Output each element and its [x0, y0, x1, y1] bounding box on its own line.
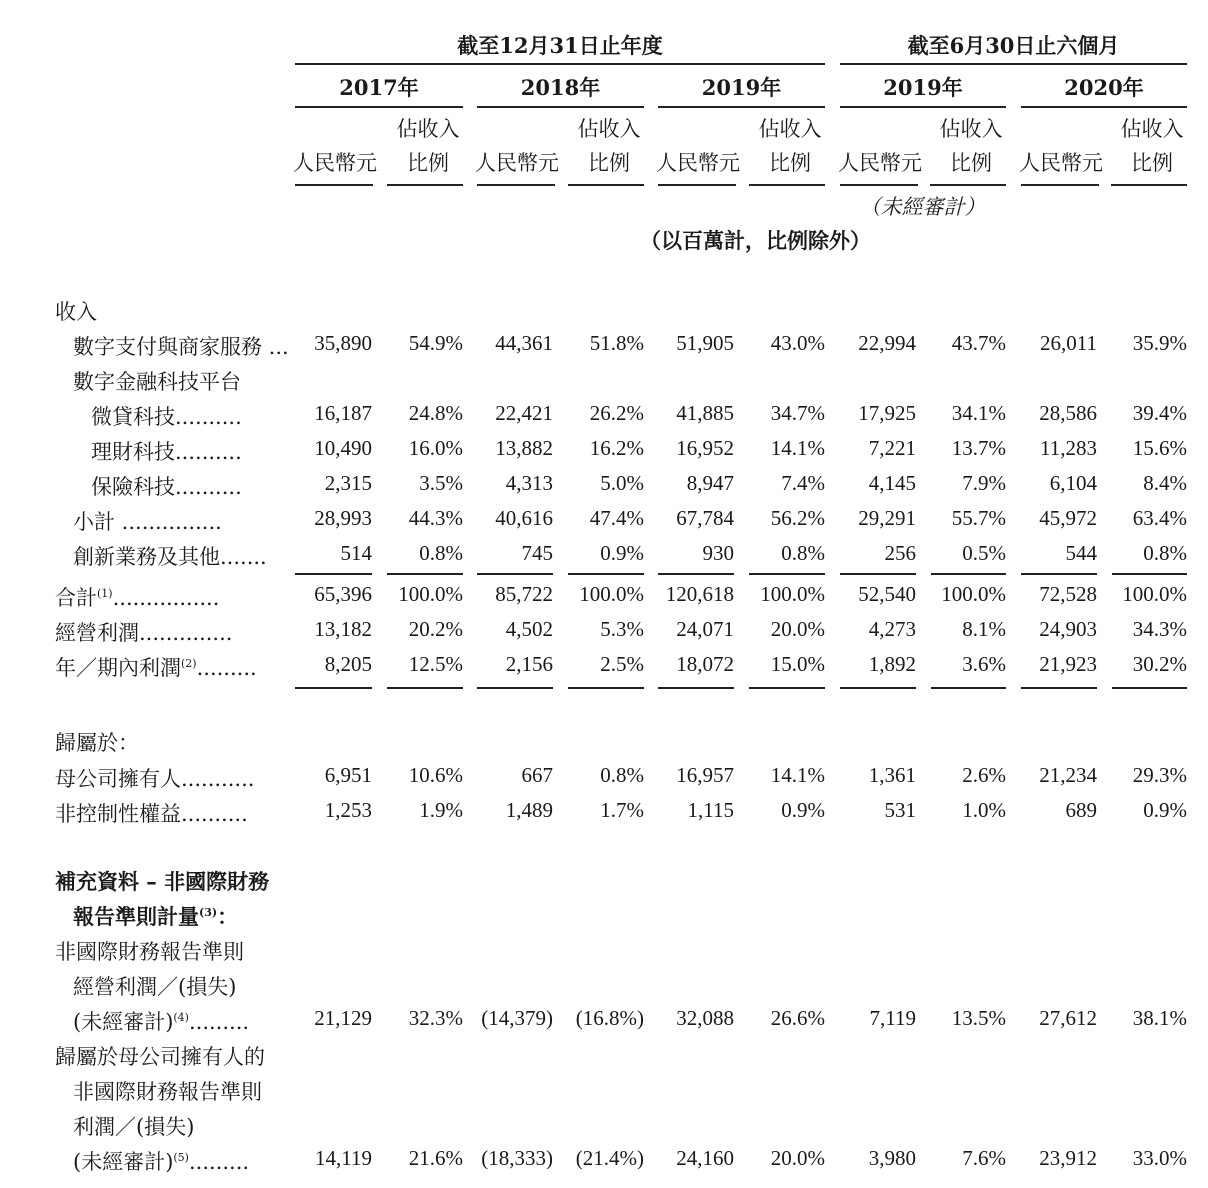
unaudited-note: （未經審計）: [859, 195, 986, 219]
cell-amount: 28,586: [1039, 401, 1097, 425]
col-header-pct: 佔收入 比例: [396, 117, 460, 175]
cell-amount: 4,145: [868, 471, 916, 495]
cell-amount: 24,903: [1039, 617, 1097, 641]
row-label: 數字金融科技平台: [73, 370, 241, 394]
cell-amount: 2,315: [324, 471, 372, 495]
cell-percent: 7.9%: [962, 471, 1006, 495]
cell-percent: 13.7%: [951, 436, 1006, 460]
cell-amount: 8,947: [686, 471, 734, 495]
divider: [1021, 687, 1097, 689]
cell-amount: 18,072: [676, 652, 734, 676]
divider: [477, 573, 553, 575]
cell-percent: 10.6%: [408, 763, 463, 787]
cell-amount: (18,333): [481, 1146, 553, 1170]
cell-amount: 745: [521, 541, 553, 565]
divider: [568, 687, 644, 689]
cell-percent: 0.8%: [600, 763, 644, 787]
cell-amount: 514: [340, 541, 372, 565]
cell-amount: 85,722: [495, 582, 553, 606]
cell-percent: 29.3%: [1132, 763, 1187, 787]
row-label: 微貸科技..........: [91, 405, 242, 429]
row-label: (未經審計)$^{(5)}$.........: [73, 1150, 250, 1174]
divider: [1021, 106, 1187, 108]
cell-percent: 100.0%: [398, 582, 463, 606]
col-header-rmb: 人民幣元: [293, 151, 377, 175]
cell-amount: 24,160: [676, 1146, 734, 1170]
cell-amount: 544: [1065, 541, 1097, 565]
cell-percent: 0.9%: [600, 541, 644, 565]
cell-amount: 41,885: [676, 401, 734, 425]
footnote-marker: (2): [181, 657, 197, 670]
divider: [840, 63, 1187, 65]
divider: [658, 687, 734, 689]
row-label: 歸屬於：: [55, 731, 139, 755]
cell-percent: 39.4%: [1132, 401, 1187, 425]
row-label: 母公司擁有人...........: [55, 767, 255, 791]
cell-amount: 32,088: [676, 1006, 734, 1030]
cell-percent: 100.0%: [760, 582, 825, 606]
cell-percent: 34.3%: [1132, 617, 1187, 641]
cell-percent: 0.8%: [1143, 541, 1187, 565]
unit-note: （以百萬計，比例除外）: [640, 228, 871, 253]
divider: [931, 687, 1006, 689]
divider: [749, 573, 825, 575]
cell-percent: 26.6%: [770, 1006, 825, 1030]
divider: [840, 573, 916, 575]
cell-percent: 5.0%: [600, 471, 644, 495]
cell-percent: 7.6%: [962, 1146, 1006, 1170]
cell-amount: 1,361: [868, 763, 916, 787]
cell-percent: 1.7%: [600, 798, 644, 822]
cell-percent: 24.8%: [408, 401, 463, 425]
cell-percent: 12.5%: [408, 652, 463, 676]
cell-percent: 5.3%: [600, 617, 644, 641]
cell-amount: 531: [884, 798, 916, 822]
divider: [387, 184, 463, 186]
cell-amount: 4,313: [505, 471, 553, 495]
cell-amount: 35,890: [314, 331, 372, 355]
cell-percent: 35.9%: [1132, 331, 1187, 355]
cell-amount: 7,119: [869, 1006, 916, 1030]
divider: [568, 184, 644, 186]
row-label: 補充資料 – 非國際財務: [55, 869, 270, 894]
cell-amount: 51,905: [676, 331, 734, 355]
cell-percent: 13.5%: [951, 1006, 1006, 1030]
cell-percent: 26.2%: [589, 401, 644, 425]
row-label: 歸屬於母公司擁有人的: [55, 1045, 265, 1069]
cell-percent: 44.3%: [408, 506, 463, 530]
cell-percent: 3.6%: [962, 652, 1006, 676]
cell-percent: 0.8%: [419, 541, 463, 565]
row-label: 年／期內利潤$^{(2)}$.........: [55, 656, 257, 680]
cell-amount: 16,187: [314, 401, 372, 425]
cell-percent: 55.7%: [951, 506, 1006, 530]
cell-percent: 2.6%: [962, 763, 1006, 787]
footnote-marker: (3): [199, 906, 218, 919]
cell-percent: 43.0%: [770, 331, 825, 355]
row-label: 數字支付與商家服務 ...: [73, 335, 289, 359]
row-label: 經營利潤／(損失): [73, 975, 237, 999]
footnote-marker: (5): [173, 1151, 189, 1164]
col-header-rmb: 人民幣元: [656, 151, 740, 175]
cell-amount: 667: [521, 763, 553, 787]
cell-percent: 14.1%: [770, 436, 825, 460]
divider: [930, 184, 1006, 186]
cell-percent: 1.0%: [962, 798, 1006, 822]
cell-percent: 7.4%: [781, 471, 825, 495]
cell-amount: 930: [702, 541, 734, 565]
cell-percent: (16.8%): [575, 1006, 644, 1030]
cell-amount: 689: [1065, 798, 1097, 822]
row-label: 理財科技..........: [91, 440, 242, 464]
year-header: 2020年: [1064, 75, 1144, 100]
cell-percent: 33.0%: [1132, 1146, 1187, 1170]
row-label: 報告準則計量$^{(3)}$：: [73, 904, 239, 929]
cell-amount: 13,882: [495, 436, 553, 460]
col-header-rmb: 人民幣元: [1019, 151, 1103, 175]
cell-amount: 8,205: [324, 652, 372, 676]
cell-amount: 21,234: [1039, 763, 1097, 787]
divider: [1021, 184, 1099, 186]
cell-amount: 4,273: [868, 617, 916, 641]
divider: [1112, 573, 1187, 575]
divider: [658, 106, 825, 108]
cell-percent: 1.9%: [419, 798, 463, 822]
row-label: 經營利潤..............: [55, 621, 233, 645]
cell-amount: 4,502: [505, 617, 553, 641]
cell-percent: 0.9%: [1143, 798, 1187, 822]
cell-amount: 67,784: [676, 506, 734, 530]
cell-amount: 28,993: [314, 506, 372, 530]
row-label: 收入: [55, 300, 97, 324]
cell-amount: 7,221: [868, 436, 916, 460]
footnote-marker: (1): [97, 587, 113, 600]
cell-amount: 6,951: [324, 763, 372, 787]
cell-percent: 15.6%: [1132, 436, 1187, 460]
cell-amount: 45,972: [1039, 506, 1097, 530]
cell-percent: 0.5%: [962, 541, 1006, 565]
divider: [931, 573, 1006, 575]
cell-percent: 100.0%: [579, 582, 644, 606]
cell-amount: 72,528: [1039, 582, 1097, 606]
row-label: 創新業務及其他.......: [73, 545, 267, 569]
row-label: 保險科技..........: [91, 475, 242, 499]
divider: [477, 184, 555, 186]
cell-amount: 120,618: [665, 582, 734, 606]
divider: [387, 573, 463, 575]
row-label: 利潤／(損失): [73, 1115, 195, 1139]
group-header-half-year: 截至6月30日止六個月: [907, 33, 1120, 58]
divider: [840, 106, 1006, 108]
cell-amount: 3,980: [868, 1146, 916, 1170]
col-header-rmb: 人民幣元: [838, 151, 922, 175]
divider: [840, 687, 916, 689]
cell-amount: 10,490: [314, 436, 372, 460]
divider: [295, 184, 373, 186]
cell-amount: 17,925: [858, 401, 916, 425]
year-header: 2018年: [520, 75, 601, 100]
divider: [295, 687, 372, 689]
cell-percent: 0.8%: [781, 541, 825, 565]
cell-amount: 16,957: [676, 763, 734, 787]
cell-percent: 15.0%: [770, 652, 825, 676]
cell-amount: 22,421: [495, 401, 553, 425]
cell-amount: 1,892: [868, 652, 916, 676]
cell-percent: 2.5%: [600, 652, 644, 676]
cell-percent: 20.2%: [408, 617, 463, 641]
cell-amount: 27,612: [1039, 1006, 1097, 1030]
row-label: 小計 ...............: [73, 510, 222, 534]
col-header-pct: 佔收入 比例: [758, 117, 822, 175]
cell-percent: 47.4%: [589, 506, 644, 530]
cell-percent: 20.0%: [770, 1146, 825, 1170]
divider: [295, 106, 463, 108]
divider: [1112, 687, 1187, 689]
cell-percent: (21.4%): [575, 1146, 644, 1170]
cell-percent: 0.9%: [781, 798, 825, 822]
cell-amount: 1,489: [505, 798, 553, 822]
cell-percent: 30.2%: [1132, 652, 1187, 676]
col-header-pct: 佔收入 比例: [577, 117, 641, 175]
cell-percent: 38.1%: [1132, 1006, 1187, 1030]
cell-percent: 100.0%: [941, 582, 1006, 606]
cell-percent: 63.4%: [1132, 506, 1187, 530]
row-label: 非國際財務報告準則: [73, 1080, 262, 1104]
divider: [658, 573, 734, 575]
year-header: 2019年: [883, 75, 963, 100]
cell-amount: 256: [884, 541, 916, 565]
cell-amount: 22,994: [858, 331, 916, 355]
cell-percent: 34.1%: [951, 401, 1006, 425]
cell-percent: 20.0%: [770, 617, 825, 641]
cell-percent: 34.7%: [770, 401, 825, 425]
cell-amount: 26,011: [1040, 331, 1097, 355]
cell-amount: 65,396: [314, 582, 372, 606]
row-label: 合計$^{(1)}$................: [55, 586, 220, 610]
divider: [749, 184, 825, 186]
divider: [1021, 573, 1097, 575]
cell-amount: 14,119: [315, 1146, 372, 1170]
cell-amount: 21,923: [1039, 652, 1097, 676]
cell-percent: 8.4%: [1143, 471, 1187, 495]
cell-amount: 52,540: [858, 582, 916, 606]
divider: [568, 573, 644, 575]
divider: [477, 687, 553, 689]
cell-percent: 16.2%: [589, 436, 644, 460]
cell-percent: 51.8%: [589, 331, 644, 355]
cell-percent: 56.2%: [770, 506, 825, 530]
col-header-pct: 佔收入 比例: [939, 117, 1003, 175]
cell-amount: 6,104: [1049, 471, 1097, 495]
cell-amount: (14,379): [481, 1006, 553, 1030]
divider: [840, 184, 918, 186]
cell-amount: 21,129: [314, 1006, 372, 1030]
year-header: 2019年: [701, 75, 782, 100]
row-label: 非國際財務報告準則: [55, 940, 244, 964]
year-header: 2017年: [339, 75, 419, 100]
cell-percent: 8.1%: [962, 617, 1006, 641]
divider: [658, 184, 736, 186]
cell-amount: 44,361: [495, 331, 553, 355]
cell-percent: 54.9%: [408, 331, 463, 355]
divider: [295, 573, 372, 575]
cell-amount: 16,952: [676, 436, 734, 460]
cell-percent: 16.0%: [408, 436, 463, 460]
cell-percent: 3.5%: [419, 471, 463, 495]
cell-amount: 1,115: [687, 798, 734, 822]
divider: [749, 687, 825, 689]
cell-percent: 14.1%: [770, 763, 825, 787]
group-header-annual: 截至12月31日止年度: [457, 33, 663, 58]
cell-amount: 23,912: [1039, 1146, 1097, 1170]
cell-percent: 43.7%: [951, 331, 1006, 355]
cell-percent: 32.3%: [408, 1006, 463, 1030]
divider: [295, 63, 825, 65]
row-label: (未經審計)$^{(4)}$.........: [73, 1010, 250, 1034]
divider: [387, 687, 463, 689]
divider: [477, 106, 644, 108]
divider: [1111, 184, 1187, 186]
cell-amount: 24,071: [676, 617, 734, 641]
cell-amount: 13,182: [314, 617, 372, 641]
row-label: 非控制性權益..........: [55, 802, 248, 826]
col-header-pct: 佔收入 比例: [1120, 117, 1184, 175]
cell-amount: 2,156: [505, 652, 553, 676]
cell-amount: 40,616: [495, 506, 553, 530]
cell-percent: 21.6%: [408, 1146, 463, 1170]
col-header-rmb: 人民幣元: [475, 151, 559, 175]
cell-amount: 11,283: [1040, 436, 1097, 460]
cell-amount: 1,253: [324, 798, 372, 822]
footnote-marker: (4): [173, 1011, 189, 1024]
cell-percent: 100.0%: [1122, 582, 1187, 606]
cell-amount: 29,291: [858, 506, 916, 530]
